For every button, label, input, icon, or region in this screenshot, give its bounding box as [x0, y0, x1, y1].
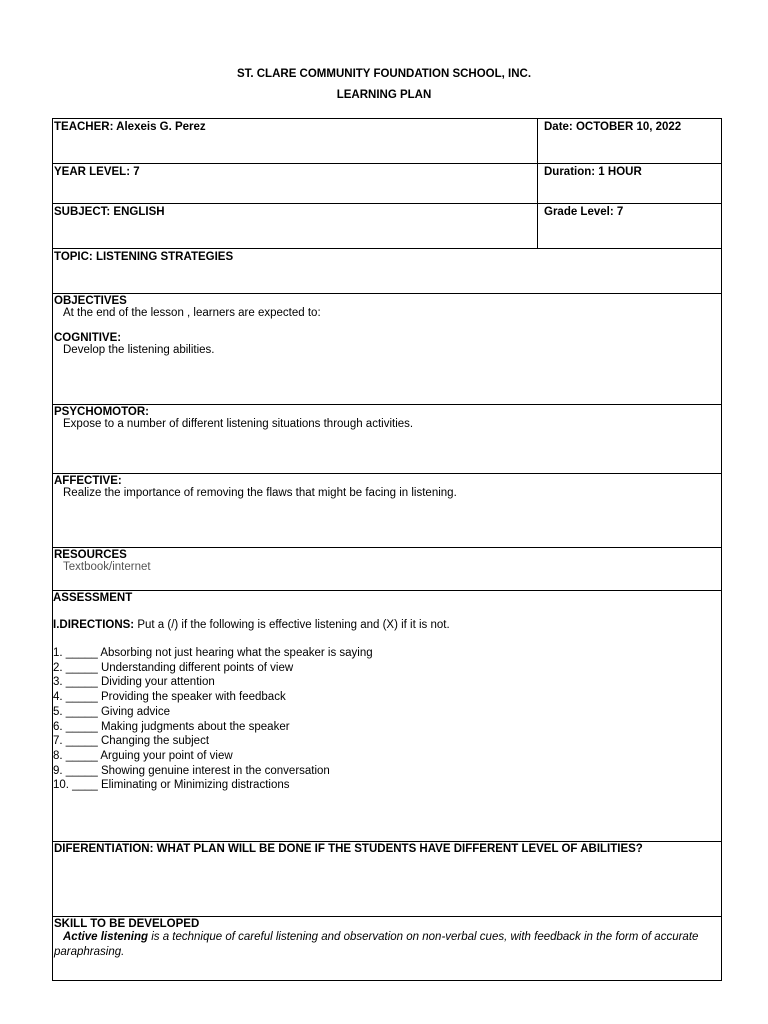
assessment-item: 6. _____ Making judgments about the speaker	[53, 720, 290, 733]
assessment-item: 7. _____ Changing the subject	[53, 735, 210, 748]
date-field: Date: OCTOBER 10, 2022	[544, 121, 682, 133]
psychomotor-heading: PSYCHOMOTOR:	[54, 406, 149, 418]
cognitive-text: Develop the listening abilities.	[63, 344, 215, 356]
resources-heading: RESOURCES	[54, 549, 127, 561]
assessment-item: 9. _____ Showing genuine interest in the conversation	[53, 764, 330, 777]
grade-level-cell	[537, 203, 722, 249]
assessment-item: 3. _____ Dividing your attention	[53, 676, 215, 689]
assessment-cell	[52, 590, 722, 842]
assessment-item: 2. _____ Understanding different points of view	[53, 661, 294, 674]
assessment-item-list	[53, 646, 721, 793]
grade-level-field: Grade Level: 7	[544, 206, 624, 218]
date-cell	[537, 118, 722, 164]
assessment-item: 4. _____ Providing the speaker with feedback	[53, 691, 286, 704]
objectives-heading: OBJECTIVES	[54, 295, 127, 307]
topic-field: TOPIC: LISTENING STRATEGIES	[54, 251, 234, 263]
cognitive-heading: COGNITIVE:	[54, 332, 122, 344]
subject-field: SUBJECT: ENGLISH	[54, 206, 165, 218]
duration-cell	[537, 163, 722, 204]
teacher-field: TEACHER: Alexeis G. Perez	[54, 121, 206, 133]
year-level-cell	[52, 163, 538, 204]
objectives-intro: At the end of the lesson , learners are expected to:	[63, 307, 321, 319]
document-title: LEARNING PLAN	[336, 89, 432, 101]
skill-term: Active listening	[63, 931, 148, 943]
affective-text: Realize the importance of removing the flaws that might be facing in listening.	[63, 487, 457, 499]
directions-label: I.DIRECTIONS:	[53, 619, 135, 631]
topic-cell	[52, 248, 722, 294]
objectives-cell	[52, 293, 722, 405]
skill-description: is a technique of careful listening and observation on non-verbal cues, with feedback in the form of accurate paraphrasing.	[54, 931, 699, 958]
affective-cell	[52, 473, 722, 548]
resources-text: Textbook/internet	[63, 561, 151, 573]
assessment-directions	[53, 619, 721, 631]
assessment-item: 8. _____ Arguing your point of view	[53, 749, 233, 762]
resources-cell	[52, 547, 722, 591]
teacher-cell	[52, 118, 538, 164]
differentiation-cell	[52, 841, 722, 917]
skill-heading: SKILL TO BE DEVELOPED	[54, 918, 200, 930]
skill-text	[54, 930, 720, 960]
school-name: ST. CLARE COMMUNITY FOUNDATION SCHOOL, INC.	[236, 68, 532, 80]
differentiation-heading: DIFERENTIATION: WHAT PLAN WILL BE DONE IF THE STUDENTS HAVE DIFFERENT LEVEL OF ABILITIES?	[54, 843, 643, 855]
year-level-field: YEAR LEVEL: 7	[54, 166, 140, 178]
skill-cell	[52, 916, 722, 981]
assessment-item: 5. _____ Giving advice	[53, 705, 170, 718]
directions-text: Put a (/) if the following is effective listening and (X) if it is not.	[134, 619, 450, 631]
assessment-item: 1. _____ Absorbing not just hearing what the speaker is saying	[53, 647, 373, 659]
psychomotor-text: Expose to a number of different listening situations through activities.	[63, 418, 414, 430]
assessment-item: 10. ____ Eliminating or Minimizing distractions	[53, 779, 290, 792]
duration-field: Duration: 1 HOUR	[544, 166, 642, 178]
affective-heading: AFFECTIVE:	[54, 475, 122, 487]
assessment-heading: ASSESSMENT	[53, 592, 133, 604]
subject-cell	[52, 203, 538, 249]
psychomotor-cell	[52, 404, 722, 474]
